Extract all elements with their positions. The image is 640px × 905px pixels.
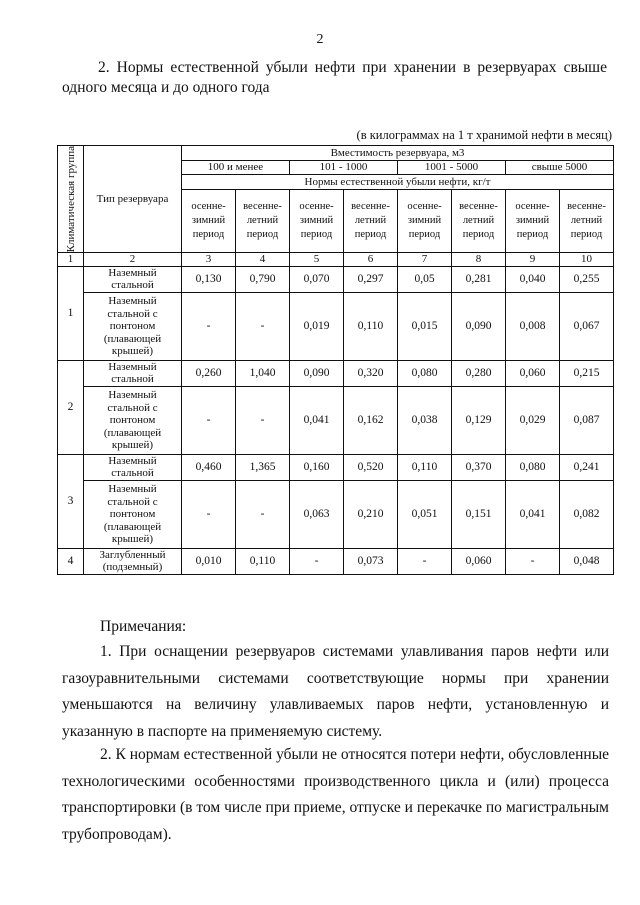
norm-value-cell: 0,067 — [560, 292, 614, 360]
norm-value-cell: 1,365 — [236, 454, 290, 480]
norm-value-cell: 0,070 — [290, 266, 344, 292]
climate-group-cell: 2 — [58, 360, 84, 454]
header-capacity-group: 101 - 1000 — [290, 160, 398, 175]
table-row — [58, 386, 614, 454]
norm-value-cell: - — [182, 292, 236, 360]
norm-value-cell: - — [236, 480, 290, 548]
norm-value-cell: 0,129 — [452, 386, 506, 454]
tank-type-cell: Наземный стальной с понтоном (плавающей крышей) — [84, 292, 182, 360]
norm-value-cell: 0,040 — [506, 266, 560, 292]
section-heading: 2. Нормы естественной убыли нефти при хранении в резервуарах свыше одного месяца и до одного года — [62, 59, 607, 96]
norm-value-cell: 0,082 — [560, 480, 614, 548]
norm-value-cell: - — [398, 548, 452, 574]
norm-value-cell: 0,320 — [344, 360, 398, 386]
norm-value-cell: 0,038 — [398, 386, 452, 454]
column-number: 10 — [560, 253, 614, 267]
norm-value-cell: 0,790 — [236, 266, 290, 292]
norm-value-cell: - — [236, 386, 290, 454]
tank-type-cell: Заглубленный (подземный) — [84, 548, 182, 574]
norm-value-cell: 1,040 — [236, 360, 290, 386]
norm-value-cell: 0,080 — [398, 360, 452, 386]
note-2: 2. К нормам естественной убыли не относятся потери нефти, обусловленные технологическими особенностями производственного цикла и (или) процесса транспортировки (в том числе при приеме, отпуске и перекачке по магистральным трубопроводам). — [62, 746, 609, 843]
norm-value-cell: 0,130 — [182, 266, 236, 292]
norm-value-cell: 0,210 — [344, 480, 398, 548]
tank-type-cell: Наземный стальной с понтоном (плавающей крышей) — [84, 480, 182, 548]
tank-type-cell: Наземный стальной — [84, 266, 182, 292]
norm-value-cell: 0,460 — [182, 454, 236, 480]
header-capacity-group: свыше 5000 — [506, 160, 614, 175]
norm-value-cell: - — [182, 480, 236, 548]
norm-value-cell: 0,015 — [398, 292, 452, 360]
norm-value-cell: - — [236, 292, 290, 360]
column-number: 5 — [290, 253, 344, 267]
norm-value-cell: 0,010 — [182, 548, 236, 574]
norm-value-cell: 0,087 — [560, 386, 614, 454]
norm-value-cell: 0,370 — [452, 454, 506, 480]
column-number: 2 — [84, 253, 182, 267]
norm-value-cell: 0,080 — [506, 454, 560, 480]
norm-value-cell: 0,063 — [290, 480, 344, 548]
header-climate-group — [58, 146, 84, 253]
norm-value-cell: 0,297 — [344, 266, 398, 292]
header-capacity-group: 100 и менее — [182, 160, 290, 175]
norm-value-cell: 0,008 — [506, 292, 560, 360]
norm-value-cell: - — [182, 386, 236, 454]
norm-value-cell: 0,05 — [398, 266, 452, 292]
header-period: осенне-зимний период — [398, 190, 452, 253]
norm-value-cell: 0,110 — [344, 292, 398, 360]
note-1: 1. При оснащении резервуаров системами улавливания паров нефти или газоуравнительными системами соответствующие нормы при хранении уменьшаются на величину улавливаемых паров нефти, установленную и указанную в паспорте на применяемую систему. — [62, 643, 609, 740]
header-period: весенне-летний период — [344, 190, 398, 253]
table-row — [58, 548, 614, 574]
column-number: 8 — [452, 253, 506, 267]
units-note: (в килограммах на 1 т хранимой нефти в месяц) — [356, 128, 612, 142]
table-row — [58, 480, 614, 548]
header-tank-type: Тип резервуара — [84, 146, 182, 253]
norm-value-cell: 0,051 — [398, 480, 452, 548]
norm-value-cell: 0,215 — [560, 360, 614, 386]
norm-value-cell: 0,281 — [452, 266, 506, 292]
tank-type-cell: Наземный стальной — [84, 454, 182, 480]
column-number: 4 — [236, 253, 290, 267]
column-number: 6 — [344, 253, 398, 267]
header-period: весенне-летний период — [560, 190, 614, 253]
norm-value-cell: 0,110 — [236, 548, 290, 574]
loss-norms-table — [57, 145, 614, 575]
norm-value-cell: 0,029 — [506, 386, 560, 454]
table-row — [58, 292, 614, 360]
table-row — [58, 454, 614, 480]
header-capacity: Вместимость резервуара, м3 — [182, 146, 614, 161]
notes-title: Примечания: — [100, 618, 187, 635]
norm-value-cell: 0,041 — [506, 480, 560, 548]
norm-value-cell: 0,060 — [452, 548, 506, 574]
column-number: 1 — [58, 253, 84, 267]
header-norms: Нормы естественной убыли нефти, кг/т — [182, 175, 614, 190]
norm-value-cell: 0,073 — [344, 548, 398, 574]
norm-value-cell: 0,110 — [398, 454, 452, 480]
tank-type-cell: Наземный стальной с понтоном (плавающей крышей) — [84, 386, 182, 454]
header-capacity-group: 1001 - 5000 — [398, 160, 506, 175]
table-row — [58, 266, 614, 292]
norm-value-cell: 0,048 — [560, 548, 614, 574]
norm-value-cell: 0,090 — [290, 360, 344, 386]
tank-type-cell: Наземный стальной — [84, 360, 182, 386]
header-period: весенне-летний период — [236, 190, 290, 253]
column-number: 9 — [506, 253, 560, 267]
header-period: весенне-летний период — [452, 190, 506, 253]
header-period: осенне-зимний период — [182, 190, 236, 253]
norm-value-cell: 0,060 — [506, 360, 560, 386]
norm-value-cell: 0,160 — [290, 454, 344, 480]
norm-value-cell: 0,520 — [344, 454, 398, 480]
page-number: 2 — [316, 32, 324, 47]
norm-value-cell: 0,260 — [182, 360, 236, 386]
table-row — [58, 360, 614, 386]
climate-group-cell: 1 — [58, 266, 84, 360]
norm-value-cell: 0,241 — [560, 454, 614, 480]
column-number: 3 — [182, 253, 236, 267]
norm-value-cell: 0,019 — [290, 292, 344, 360]
climate-group-cell: 3 — [58, 454, 84, 548]
header-climate-label: Климатическая группа — [64, 146, 77, 253]
norm-value-cell: - — [506, 548, 560, 574]
norm-value-cell: 0,151 — [452, 480, 506, 548]
norm-value-cell: 0,280 — [452, 360, 506, 386]
norm-value-cell: 0,162 — [344, 386, 398, 454]
column-number: 7 — [398, 253, 452, 267]
header-period: осенне-зимний период — [290, 190, 344, 253]
norm-value-cell: 0,090 — [452, 292, 506, 360]
climate-group-cell: 4 — [58, 548, 84, 574]
norm-value-cell: 0,255 — [560, 266, 614, 292]
norm-value-cell: 0,041 — [290, 386, 344, 454]
header-period: осенне-зимний период — [506, 190, 560, 253]
norm-value-cell: - — [290, 548, 344, 574]
